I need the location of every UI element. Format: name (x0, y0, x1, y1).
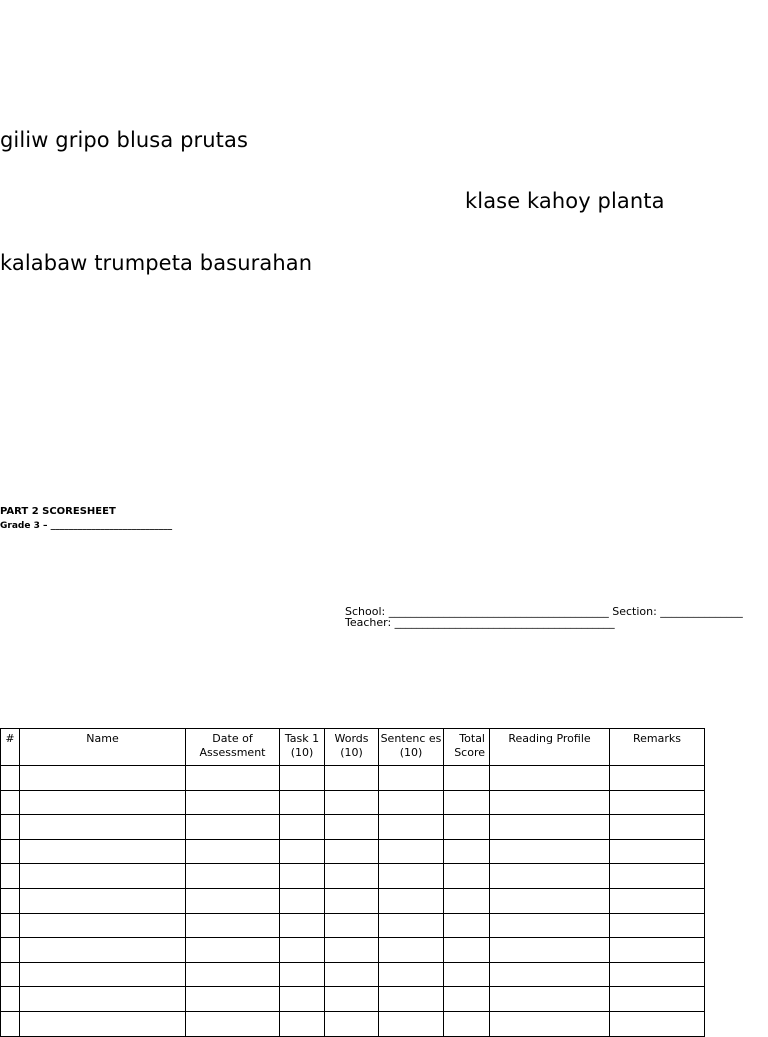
table-cell[interactable] (379, 987, 444, 1012)
table-cell[interactable] (490, 839, 610, 864)
table-cell[interactable] (20, 987, 186, 1012)
table-cell[interactable] (20, 938, 186, 963)
table-cell[interactable] (325, 888, 379, 913)
table-cell[interactable] (379, 839, 444, 864)
table-cell[interactable] (1, 790, 20, 815)
table-cell[interactable] (20, 815, 186, 840)
table-row (1, 815, 705, 840)
table-cell[interactable] (186, 839, 280, 864)
table-cell[interactable] (444, 987, 490, 1012)
table-cell[interactable] (280, 962, 325, 987)
table-cell[interactable] (280, 888, 325, 913)
table-cell[interactable] (379, 913, 444, 938)
table-cell[interactable] (20, 888, 186, 913)
table-cell[interactable] (490, 962, 610, 987)
table-cell[interactable] (444, 962, 490, 987)
table-cell[interactable] (379, 888, 444, 913)
table-cell[interactable] (186, 913, 280, 938)
table-cell[interactable] (20, 864, 186, 889)
table-cell[interactable] (1, 987, 20, 1012)
school-info (345, 606, 743, 628)
table-cell[interactable] (280, 864, 325, 889)
table-cell[interactable] (1, 938, 20, 963)
table-cell[interactable] (610, 766, 705, 791)
table-cell[interactable] (280, 987, 325, 1012)
table-row (1, 839, 705, 864)
table-cell[interactable] (490, 766, 610, 791)
table-cell[interactable] (444, 815, 490, 840)
table-cell[interactable] (1, 839, 20, 864)
table-cell[interactable] (186, 766, 280, 791)
header-words: Words (10) (325, 729, 379, 766)
table-cell[interactable] (610, 938, 705, 963)
table-cell[interactable] (325, 815, 379, 840)
table-header-row (1, 729, 705, 766)
table-cell[interactable] (490, 913, 610, 938)
table-cell[interactable] (1, 913, 20, 938)
table-cell[interactable] (280, 766, 325, 791)
teacher-line: Teacher: ________________________________________ (345, 616, 615, 629)
table-row (1, 938, 705, 963)
table-cell[interactable] (379, 864, 444, 889)
header-number: # (1, 729, 20, 766)
table-cell[interactable] (444, 888, 490, 913)
table-cell[interactable] (1, 888, 20, 913)
school-section-line: School: ________________________________________ Section: _______________ (345, 605, 743, 618)
table-cell[interactable] (325, 987, 379, 1012)
table-row (1, 913, 705, 938)
table-row (1, 962, 705, 987)
table-cell[interactable] (186, 790, 280, 815)
table-cell[interactable] (325, 839, 379, 864)
header-name: Name (20, 729, 186, 766)
word-line-1: giliw gripo blusa prutas (0, 128, 249, 152)
table-cell[interactable] (444, 766, 490, 791)
table-cell[interactable] (20, 962, 186, 987)
header-date-of-assessment: Date of Assessment (186, 729, 280, 766)
table-cell[interactable] (444, 839, 490, 864)
table-cell[interactable] (610, 987, 705, 1012)
table-row (1, 790, 705, 815)
table-cell[interactable] (490, 888, 610, 913)
table-cell[interactable] (610, 962, 705, 987)
table-cell[interactable] (444, 938, 490, 963)
table-cell[interactable] (186, 815, 280, 840)
table-cell[interactable] (20, 913, 186, 938)
table-cell[interactable] (610, 864, 705, 889)
table-cell[interactable] (490, 987, 610, 1012)
table-cell[interactable] (610, 815, 705, 840)
table-cell[interactable] (610, 888, 705, 913)
table-cell[interactable] (444, 913, 490, 938)
table-cell[interactable] (325, 790, 379, 815)
table-cell[interactable] (280, 790, 325, 815)
table-cell[interactable] (186, 938, 280, 963)
table-cell[interactable] (325, 864, 379, 889)
table-cell[interactable] (610, 839, 705, 864)
table-row (1, 766, 705, 791)
table-cell[interactable] (186, 888, 280, 913)
table-cell[interactable] (325, 962, 379, 987)
table-cell[interactable] (444, 864, 490, 889)
table-cell[interactable] (20, 839, 186, 864)
table-row (1, 864, 705, 889)
scoresheet-table (0, 728, 705, 1037)
table-cell[interactable] (379, 815, 444, 840)
grade-line: Grade 3 – ___________________________ (0, 521, 173, 531)
table-cell[interactable] (490, 815, 610, 840)
header-task-1: Task 1 (10) (280, 729, 325, 766)
table-row (1, 987, 705, 1012)
table-cell[interactable] (20, 766, 186, 791)
table-cell[interactable] (490, 790, 610, 815)
table-cell[interactable] (280, 938, 325, 963)
table-cell[interactable] (379, 938, 444, 963)
table-cell[interactable] (325, 766, 379, 791)
table-cell[interactable] (444, 790, 490, 815)
table-cell[interactable] (20, 790, 186, 815)
table-row (1, 888, 705, 913)
table-cell[interactable] (280, 815, 325, 840)
table-cell[interactable] (280, 839, 325, 864)
table-cell[interactable] (379, 766, 444, 791)
table-body (1, 766, 705, 1037)
table-cell[interactable] (325, 938, 379, 963)
header-sentences: Sentenc es (10) (379, 729, 444, 766)
table-cell[interactable] (610, 913, 705, 938)
word-line-3: kalabaw trumpeta basurahan (0, 251, 313, 275)
table-cell[interactable] (280, 913, 325, 938)
table-cell[interactable] (186, 864, 280, 889)
word-line-2: klase kahoy planta (465, 189, 665, 213)
table-cell[interactable] (490, 864, 610, 889)
header-reading-profile: Reading Profile (490, 729, 610, 766)
header-total-score: Total Score (444, 729, 490, 766)
table-cell[interactable] (1, 815, 20, 840)
table-cell[interactable] (379, 962, 444, 987)
header-remarks: Remarks (610, 729, 705, 766)
table-cell[interactable] (325, 913, 379, 938)
table-cell[interactable] (1, 962, 20, 987)
table-cell[interactable] (610, 790, 705, 815)
table-cell[interactable] (1, 766, 20, 791)
table-cell[interactable] (1, 864, 20, 889)
table-cell[interactable] (186, 962, 280, 987)
table-cell[interactable] (379, 790, 444, 815)
table-cell[interactable] (186, 987, 280, 1012)
scoresheet-title: PART 2 SCORESHEET (0, 506, 116, 517)
table-cell[interactable] (490, 938, 610, 963)
